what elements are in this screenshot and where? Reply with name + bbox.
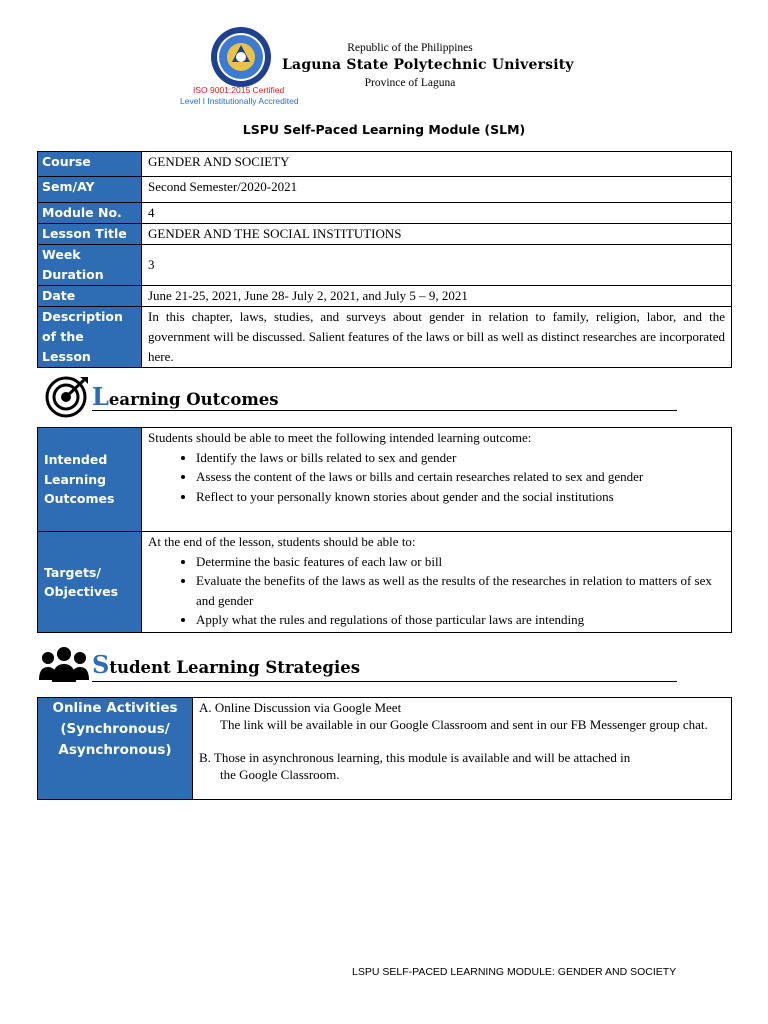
targets-content — [142, 532, 732, 633]
intended-outcomes-label — [38, 428, 142, 532]
option-b: B. Those in asynchronous learning, this module is available and will be attached in — [199, 750, 631, 765]
page-footer: LSPU SELF-PACED LEARNING MODULE: GENDER AND SOCIETY — [352, 966, 677, 978]
week-label — [38, 245, 142, 286]
label-line: Online Activities — [52, 700, 178, 716]
online-activities-content — [193, 698, 732, 800]
description-label-line: of the — [42, 329, 84, 344]
description-label-line: Description — [42, 309, 123, 324]
week-value: 3 — [142, 245, 732, 286]
heading-rest: tudent Learning Strategies — [109, 658, 361, 677]
learning-strategies-table — [37, 697, 732, 800]
week-row — [38, 245, 732, 286]
heading-underline — [92, 681, 677, 682]
label-line: Objectives — [44, 584, 119, 599]
heading-initial: L — [92, 382, 109, 411]
duration-label-line: Duration — [42, 267, 104, 282]
intended-outcomes-row — [38, 428, 732, 532]
list-item: • Determine the basic features of each law or bill — [196, 552, 725, 572]
list-item: • Reflect to your personally known stories about gender and the social institutions — [196, 487, 725, 507]
date-label: Date — [38, 286, 142, 307]
module-row — [38, 203, 732, 224]
university-seal-logo — [210, 26, 272, 88]
option-a-detail: The link will be available in our Google Classroom and sent in our FB Messenger group chat. — [220, 717, 708, 732]
list-item: • Assess the content of the laws or bills and certain researches related to sex and gender — [196, 467, 725, 487]
description-label-line: Lesson — [42, 349, 91, 364]
description-row — [38, 307, 732, 368]
republic-line: Republic of the Philippines — [347, 42, 473, 54]
province-line: Province of Laguna — [364, 77, 456, 89]
course-label: Course — [38, 152, 142, 177]
course-info-table — [37, 151, 732, 368]
label-line: (Synchronous/ — [60, 721, 170, 737]
learning-outcomes-table — [37, 427, 732, 633]
heading-rest: earning Outcomes — [108, 390, 279, 409]
iso-certification: ISO 9001:2015 Certified — [193, 85, 285, 95]
list-item: • Identify the laws or bills related to sex and gender — [196, 448, 725, 468]
module-label: Module No. — [38, 203, 142, 224]
intended-intro: Students should be able to meet the following intended learning outcome: — [148, 430, 532, 445]
course-value: GENDER AND SOCIETY — [142, 152, 732, 177]
sem-value: Second Semester/2020-2021 — [142, 177, 732, 203]
week-label-line: Week — [42, 247, 81, 262]
course-row — [38, 152, 732, 177]
lesson-value: GENDER AND THE SOCIAL INSTITUTIONS — [142, 224, 732, 245]
people-group-icon — [38, 646, 90, 686]
targets-intro: At the end of the lesson, students should be able to: — [148, 534, 416, 549]
student-strategies-heading — [92, 650, 360, 679]
label-line: Outcomes — [44, 491, 115, 507]
online-activities-row — [38, 698, 732, 800]
list-item: • Evaluate the benefits of the laws as well as the results of the researches in relation to matters of sex and gender — [196, 571, 725, 610]
lesson-row — [38, 224, 732, 245]
learning-outcomes-heading — [92, 382, 279, 411]
option-a: A. Online Discussion via Google Meet — [199, 700, 402, 715]
lesson-label: Lesson Title — [38, 224, 142, 245]
targets-label — [38, 532, 142, 633]
module-title: LSPU Self-Paced Learning Module (SLM) — [242, 122, 526, 137]
list-item: • Apply what the rules and regulations of those particular laws are intending — [196, 610, 725, 630]
label-line: Asynchronous) — [58, 742, 172, 758]
targets-row — [38, 532, 732, 633]
description-value: In this chapter, laws, studies, and surveys about gender in relation to family, religion, labor, and the government will be discussed. Salient features of the laws or bill as well as distinct researches are incorporated here. — [142, 307, 732, 368]
date-row — [38, 286, 732, 307]
description-label — [38, 307, 142, 368]
university-name: Laguna State Polytechnic University — [282, 57, 574, 73]
sem-row — [38, 177, 732, 203]
target-icon — [44, 375, 90, 419]
module-value: 4 — [142, 203, 732, 224]
label-line: Intended — [44, 452, 108, 468]
intended-outcomes-content — [142, 428, 732, 532]
date-value: June 21-25, 2021, June 28- July 2, 2021, and July 5 – 9, 2021 — [142, 286, 732, 307]
heading-underline — [92, 410, 677, 411]
option-b-detail: the Google Classroom. — [220, 767, 340, 782]
online-activities-label — [38, 698, 193, 800]
heading-initial: S — [92, 650, 110, 679]
accreditation-level: Level I Institutionally Accredited — [180, 96, 299, 106]
label-line: Targets/ — [44, 564, 101, 580]
label-line: Learning — [44, 471, 107, 487]
sem-label: Sem/AY — [38, 177, 142, 203]
